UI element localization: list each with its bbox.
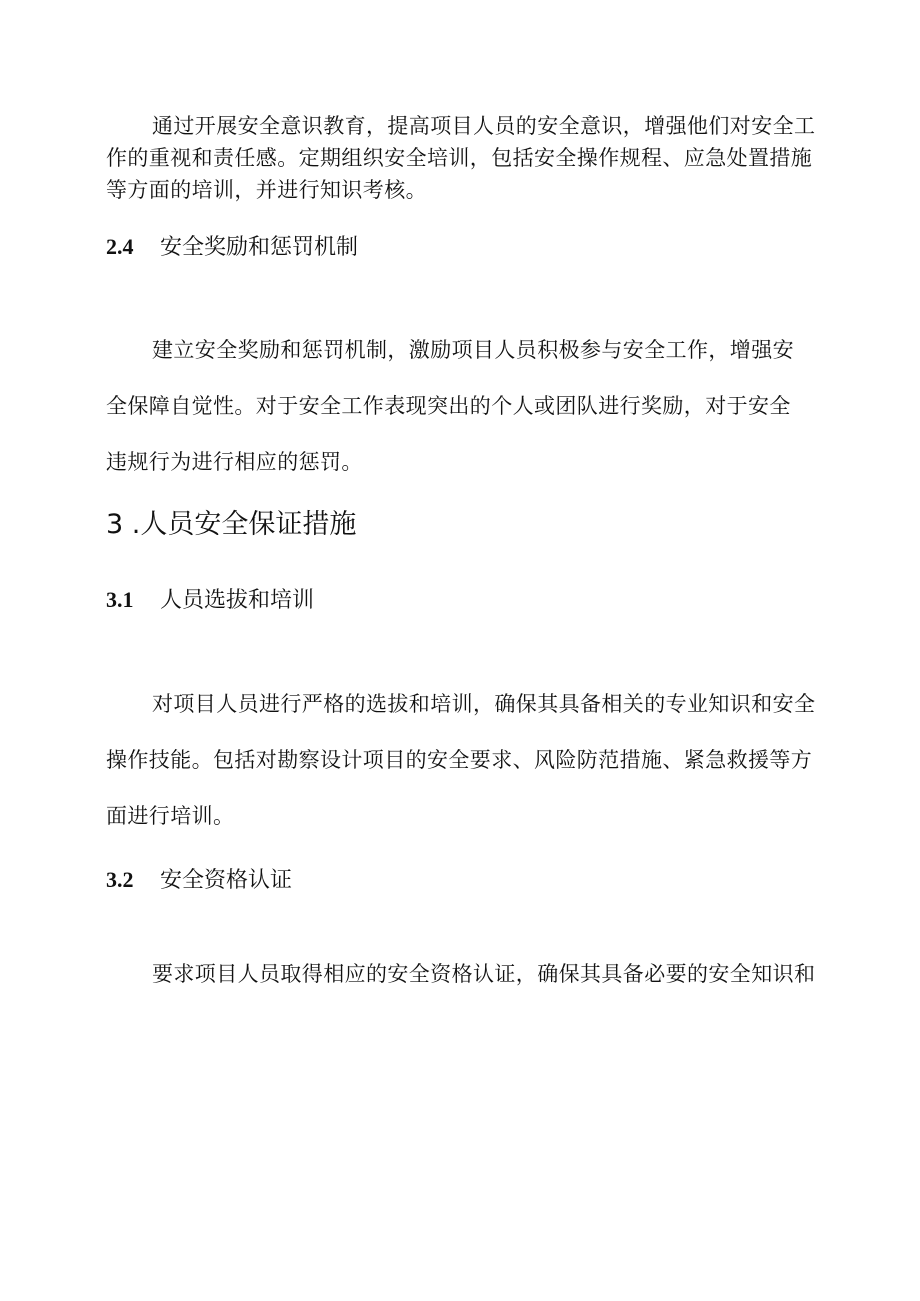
paragraph-safety-awareness (106, 110, 818, 206)
section-title: 安全奖励和惩罚机制 (160, 235, 359, 260)
paragraph-reward-punishment (106, 322, 818, 490)
paragraph-qualification (106, 958, 818, 990)
section-number: 3.2 (106, 867, 134, 892)
paragraph-line: 通过开展安全意识教育，提高项目人员的安全意识，增强他们对安全工 (152, 114, 816, 138)
paragraph-line: 操作技能。包括对勘察设计项目的安全要求、风险防范措施、紧急救援等方 (106, 748, 813, 772)
paragraph-selection-training (106, 676, 818, 844)
section-heading-3-1 (106, 583, 314, 614)
section-heading-3-2 (106, 863, 292, 894)
paragraph-line: 要求项目人员取得相应的安全资格认证，确保其具备必要的安全知识和 (152, 962, 816, 986)
paragraph-line: 违规行为进行相应的惩罚。 (106, 450, 363, 474)
paragraph-line: 等方面的培训，并进行知识考核。 (106, 178, 427, 202)
section-heading-2-4 (106, 230, 358, 261)
chapter-heading-3: 3 .人员安全保证措施 (106, 509, 357, 540)
section-title: 人员选拔和培训 (160, 588, 315, 613)
paragraph-line: 作的重视和责任感。定期组织安全培训，包括安全操作规程、应急处置措施 (106, 146, 813, 170)
section-title: 安全资格认证 (160, 868, 293, 893)
section-number: 2.4 (106, 234, 134, 259)
paragraph-line: 全保障自觉性。对于安全工作表现突出的个人或团队进行奖励，对于安全 (106, 394, 791, 418)
paragraph-line: 建立安全奖励和惩罚机制，激励项目人员积极参与安全工作，增强安 (152, 338, 794, 362)
paragraph-line: 对项目人员进行严格的选拔和培训，确保其具备相关的专业知识和安全 (152, 692, 816, 716)
paragraph-line: 面进行培训。 (106, 804, 235, 828)
section-number: 3.1 (106, 587, 134, 612)
